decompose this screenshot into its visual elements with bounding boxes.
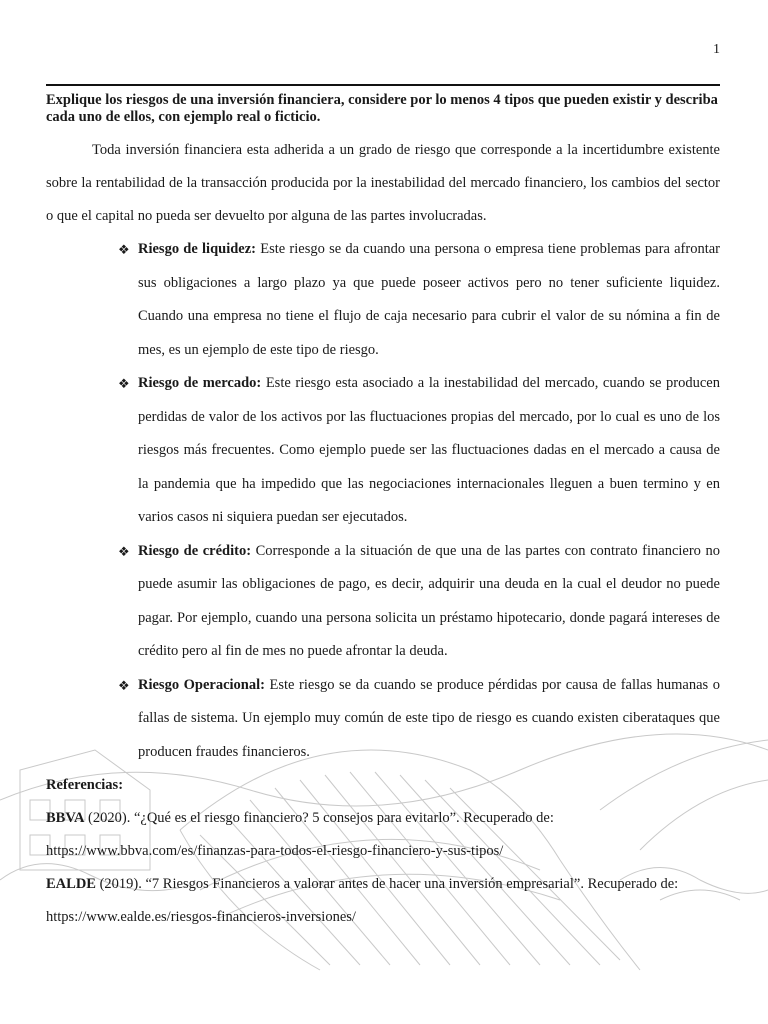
risk-item-mercado — [118, 367, 720, 535]
reference-title: (2020). “¿Qué es el riesgo financiero? 5 consejos para evitarlo”. Recuperado de: — [84, 810, 554, 826]
page-number: 1 — [713, 42, 720, 57]
risk-description: Este riesgo se da cuando una persona o empresa tiene problemas para afrontar sus obligaciones a largo plazo ya que puede poseer activos pero no tener suficiente liquidez. Cuando una empresa no tiene el flujo de caja necesario para cubrir el valor de su nómina a fin de mes, es un ejemplo de este tipo de riesgo. — [138, 241, 720, 358]
diamond-bullet-icon: ❖ — [118, 376, 130, 391]
risk-item-credito — [118, 535, 721, 669]
header-rule — [46, 84, 720, 86]
risk-title: Riesgo Operacional: — [138, 676, 265, 693]
reference-author: BBVA — [46, 810, 85, 826]
diamond-bullet-icon: ❖ — [118, 242, 130, 257]
reference-url[interactable]: https://www.bbva.com/es/finanzas-para-todos-el-riesgo-financiero-y-sus-tipos/ — [46, 843, 504, 859]
risk-title: Riesgo de liquidez: — [138, 241, 257, 257]
risk-description: Este riesgo se da cuando se produce pérdidas por causa de fallas humanas o fallas de sistema. Un ejemplo muy común de este tipo de riesgo es cuando existen ciberataques que producen fraudes financieros. — [138, 676, 720, 760]
risk-title: Riesgo de crédito: — [138, 542, 252, 559]
risk-description: Este riesgo esta asociado a la inestabilidad del mercado, cuando se producen perdidas de valor de los activos por las fluctuaciones propias del mercado, por lo cual es uno de los riesgos más frecuentes. Como ejemplo puede ser las fluctuaciones dadas en el mercado a causa de la pandemia que ha impedido que las negociaciones internacionales lleguen a buen termino y en varios casos ni siquiera puedan ser ejecutados. — [138, 375, 720, 525]
document-body — [46, 92, 720, 934]
references-heading: Referencias: — [46, 777, 124, 793]
diamond-bullet-icon: ❖ — [118, 543, 130, 559]
assignment-question: Explique los riesgos de una inversión financiera, considere por lo menos 4 tipos que pueden existir y describa cada uno de ellos, con ejemplo real o ficticio. — [46, 92, 718, 125]
risk-item-liquidez — [118, 233, 720, 367]
reference-url[interactable]: https://www.ealde.es/riesgos-financieros-inversiones/ — [46, 909, 356, 925]
risk-description: Corresponde a la situación de que una de las partes con contrato financiero no puede asumir las obligaciones de pago, es decir, adquirir una deuda en la cual el deudor no puede pagar. Por ejemplo, cuando una persona solicita un préstamo hipotecario, donde pagará intereses de crédito pero al fin de mes no puede afrontar la deuda. — [138, 542, 721, 659]
intro-paragraph: Toda inversión financiera esta adherida a un grado de riesgo que corresponde a la incertidumbre existente sobre la rentabilidad de la transacción producida por la inestabilidad del mercado financiero, los cambios del sector o que el capital no pueda ser devuelto por alguna de las partes involucradas. — [46, 142, 720, 224]
reference-author: EALDE — [46, 876, 96, 892]
risk-list — [46, 233, 720, 769]
reference-entry — [46, 802, 720, 868]
risk-item-operacional — [118, 669, 720, 770]
reference-title: (2019). “7 Riesgos Financieros a valorar antes de hacer una inversión empresarial”. Recuperado de: — [95, 876, 679, 892]
references-section — [46, 769, 720, 934]
diamond-bullet-icon: ❖ — [118, 677, 130, 693]
risk-title: Riesgo de mercado: — [138, 375, 262, 391]
reference-entry — [46, 868, 720, 934]
